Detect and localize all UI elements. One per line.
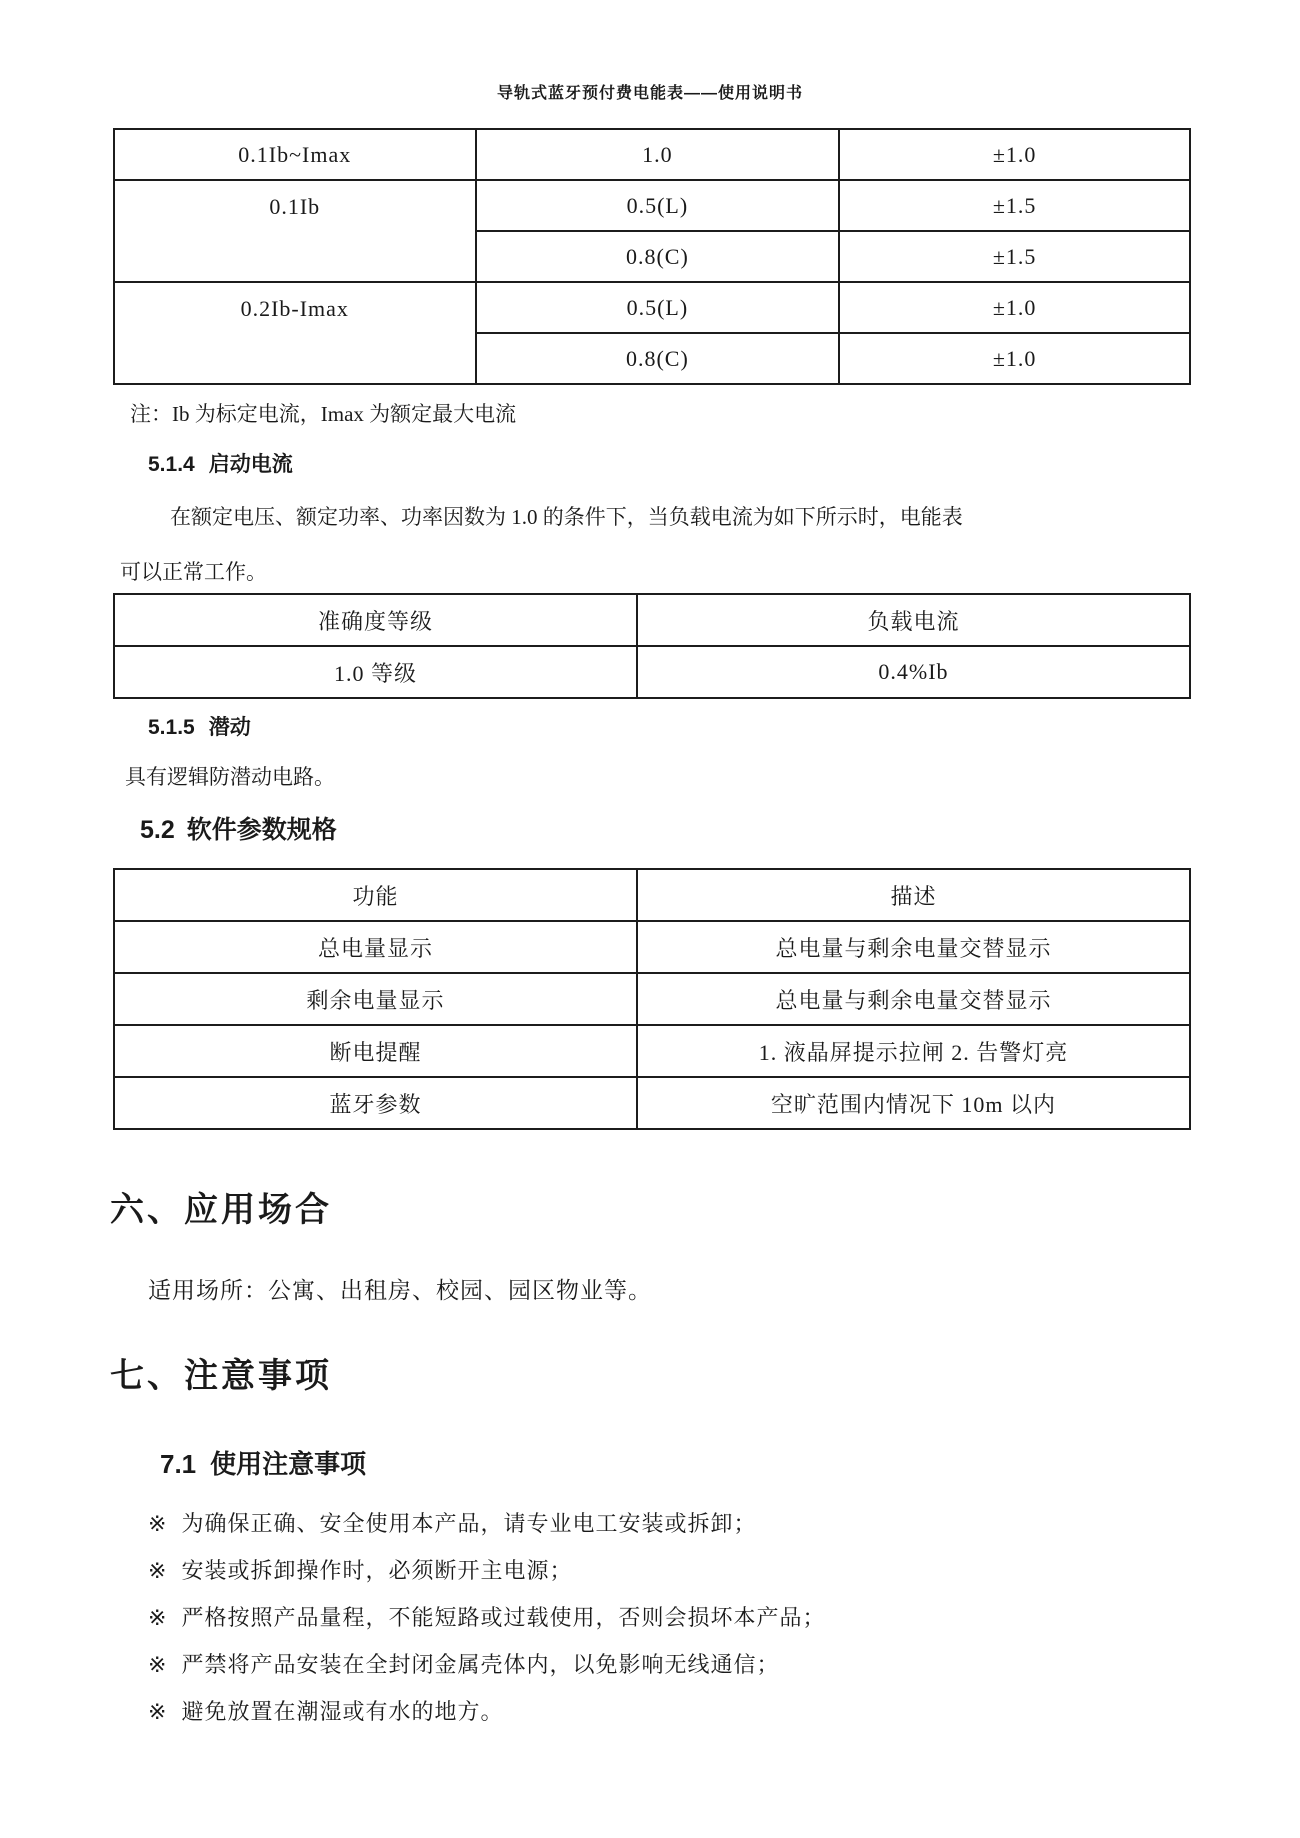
paragraph-applicable-places: 适用场所：公寓、出租房、校园、园区物业等。 xyxy=(148,1278,652,1303)
list-item xyxy=(148,1641,1208,1688)
cell-feature: 蓝牙参数 xyxy=(114,1077,637,1129)
list-item xyxy=(148,1547,1208,1594)
accuracy-table xyxy=(113,128,1191,385)
table-row xyxy=(114,282,1190,333)
heading-text: 使用注意事项 xyxy=(210,1449,367,1479)
cell-feature: 断电提醒 xyxy=(114,1025,637,1077)
heading-5-1-5 xyxy=(148,711,251,741)
cell-description: 总电量与剩余电量交替显示 xyxy=(637,973,1190,1025)
heading-number: 5.1.5 xyxy=(148,716,195,739)
cell-current-range: 0.1Ib xyxy=(114,180,476,282)
cell-accuracy-class: 1.0 等级 xyxy=(114,646,637,698)
cell-power-factor: 1.0 xyxy=(476,129,840,180)
table-row xyxy=(114,1077,1190,1129)
bullet-marker: ※ xyxy=(148,1558,168,1583)
table-row xyxy=(114,129,1190,180)
paragraph-line: 可以正常工作。 xyxy=(120,560,267,584)
note-text: 避免放置在潮湿或有水的地方。 xyxy=(181,1699,504,1724)
usage-notes-list xyxy=(148,1500,1208,1735)
paragraph-line: 在额定电压、额定功率、功率因数为 1.0 的条件下，当负载电流为如下所示时，电能表 xyxy=(170,505,963,529)
paragraph-anti-creep: 具有逻辑防潜动电路。 xyxy=(125,765,335,789)
startup-current-table xyxy=(113,593,1191,699)
paragraph-startup-current xyxy=(120,490,1194,600)
table-header-row xyxy=(114,594,1190,646)
heading-5-2 xyxy=(140,810,337,846)
list-item xyxy=(148,1594,1208,1641)
cell-feature: 总电量显示 xyxy=(114,921,637,973)
cell-error-limit: ±1.0 xyxy=(839,333,1190,384)
table-row xyxy=(114,1025,1190,1077)
note-text: 严格按照产品量程，不能短路或过载使用，否则会损坏本产品； xyxy=(181,1605,826,1630)
cell-power-factor: 0.8(C) xyxy=(476,333,840,384)
bullet-marker: ※ xyxy=(148,1652,168,1677)
cell-power-factor: 0.5(L) xyxy=(476,180,840,231)
header-accuracy-class: 准确度等级 xyxy=(114,594,637,646)
heading-5-1-4 xyxy=(148,448,293,478)
cell-power-factor: 0.5(L) xyxy=(476,282,840,333)
cell-current-range: 0.1Ib~Imax xyxy=(114,129,476,180)
cell-power-factor: 0.8(C) xyxy=(476,231,840,282)
heading-text: 软件参数规格 xyxy=(186,816,337,844)
list-item xyxy=(148,1500,1208,1547)
heading-text: 启动电流 xyxy=(208,453,293,476)
header-feature: 功能 xyxy=(114,869,637,921)
heading-number: 5.1.4 xyxy=(148,453,195,476)
list-item xyxy=(148,1688,1208,1735)
header-load-current: 负载电流 xyxy=(637,594,1190,646)
cell-current-range: 0.2Ib-Imax xyxy=(114,282,476,384)
table-header-row xyxy=(114,869,1190,921)
heading-number: 7.1 xyxy=(160,1449,197,1479)
note-text: 严禁将产品安装在全封闭金属壳体内，以免影响无线通信； xyxy=(181,1652,780,1677)
table-row xyxy=(114,180,1190,231)
note-text: 为确保正确、安全使用本产品，请专业电工安装或拆卸； xyxy=(181,1511,757,1536)
page-title: 导轨式蓝牙预付费电能表——使用说明书 xyxy=(496,85,803,102)
cell-description: 1. 液晶屏提示拉闸 2. 告警灯亮 xyxy=(637,1025,1190,1077)
bullet-marker: ※ xyxy=(148,1511,168,1536)
heading-number: 5.2 xyxy=(140,816,175,844)
cell-error-limit: ±1.5 xyxy=(839,231,1190,282)
cell-error-limit: ±1.5 xyxy=(839,180,1190,231)
table-row xyxy=(114,973,1190,1025)
heading-section-6: 六、应用场合 xyxy=(110,1191,332,1229)
table-row xyxy=(114,921,1190,973)
heading-section-7: 七、注意事项 xyxy=(110,1357,332,1395)
table-footnote: 注：Ib 为标定电流，Imax 为额定最大电流 xyxy=(130,402,517,426)
cell-error-limit: ±1.0 xyxy=(839,129,1190,180)
heading-7-1 xyxy=(160,1444,366,1481)
cell-description: 总电量与剩余电量交替显示 xyxy=(637,921,1190,973)
heading-text: 潜动 xyxy=(208,716,251,739)
software-parameters-table xyxy=(113,868,1191,1130)
bullet-marker: ※ xyxy=(148,1605,168,1630)
cell-feature: 剩余电量显示 xyxy=(114,973,637,1025)
cell-error-limit: ±1.0 xyxy=(839,282,1190,333)
bullet-marker: ※ xyxy=(148,1699,168,1724)
cell-description: 空旷范围内情况下 10m 以内 xyxy=(637,1077,1190,1129)
note-text: 安装或拆卸操作时，必须断开主电源； xyxy=(181,1558,573,1583)
header-description: 描述 xyxy=(637,869,1190,921)
cell-load-current: 0.4%Ib xyxy=(637,646,1190,698)
table-row xyxy=(114,646,1190,698)
